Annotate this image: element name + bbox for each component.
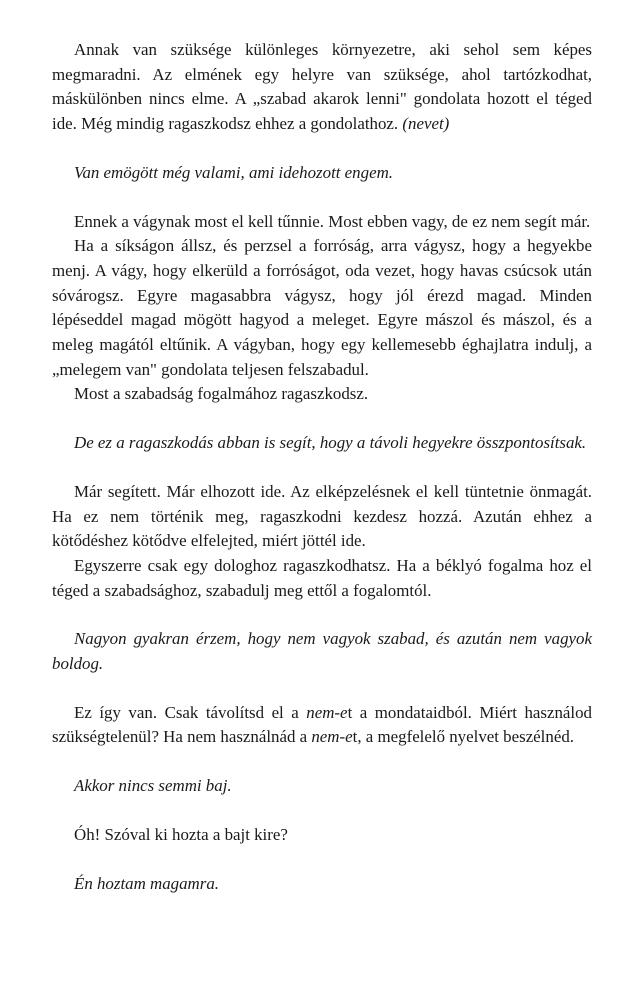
page-text <box>52 38 592 896</box>
question-1: Van emögött még valami, ami idehozott engem. <box>74 162 393 182</box>
paragraph-6: Egyszerre csak egy dologhoz ragaszkodhatsz. Ha a béklyó fogalma hoz el téged a szabadsághoz, szabadulj meg ettől a fogalomtól. <box>52 555 592 600</box>
paragraph-7 <box>52 701 592 750</box>
question-2: De ez a ragaszkodás abban is segít, hogy a távoli hegyekre összpontosítsak. <box>74 433 587 453</box>
paragraph-1-note: (nevet) <box>402 114 450 134</box>
paragraph-4: Most a szabadság fogalmához ragaszkodsz. <box>74 384 369 404</box>
question-3: Nagyon gyakran érzem, hogy nem vagyok szabad, és azután nem vagyok boldog. <box>52 629 592 674</box>
paragraph-7-part-1: Ez így van. Csak távolítsd el a <box>74 702 307 722</box>
paragraph-7-part-3: t, a megfelelő nyelvet beszélnéd. <box>352 727 574 747</box>
paragraph-1 <box>52 38 592 137</box>
paragraph-2: Ennek a vágynak most el kell tűnnie. Most ebben vagy, de ez nem segít már. <box>74 211 591 231</box>
paragraph-1-text: Annak van szüksége különleges környezetre, aki sehol sem képes megmaradni. Az elmének egy helyre van szüksége, ahol tartózkodhat, máskülönben nincs elme. A „szabad akarok lenni" gondolata hozott el téged ide. Még mindig ragaszkodsz ehhez a gondolathoz. <box>52 40 592 134</box>
paragraph-7-part-2: t a mondataidból. Miért használod szükségtelenül? Ha nem használnád a <box>52 702 592 747</box>
paragraph-3: Ha a síkságon állsz, és perzsel a forróság, arra vágysz, hogy a hegyekbe menj. A vágy, hogy elkerüld a forróságot, oda vezet, hogy havas csúcsok után sóvárogsz. Egyre magasabbra vágysz, hogy jól érezd magad. Minden lépéseddel magad mögött hagyod a meleget. Egyre mászol és mászol, és a meleg magától eltűnik. A vágyban, hogy egy kellemesebb éghajlatra indulj, a „melegem van" gondolata teljesen felszabadul. <box>52 236 592 379</box>
paragraph-7-emphasis-2: nem-e <box>311 727 353 747</box>
question-5: Én hoztam magamra. <box>74 873 219 893</box>
question-4: Akkor nincs semmi baj. <box>74 776 232 796</box>
paragraph-8: Óh! Szóval ki hozta a bajt kire? <box>74 824 288 844</box>
paragraph-5: Már segített. Már elhozott ide. Az elképzelésnek el kell tüntetnie önmagát. Ha ez nem történik meg, ragaszkodni kezdesz hozzá. Azután ehhez a kötődéshez kötődve elfelejted, miért jöttél ide. <box>52 481 592 551</box>
paragraph-7-emphasis-1: nem-e <box>306 702 348 722</box>
